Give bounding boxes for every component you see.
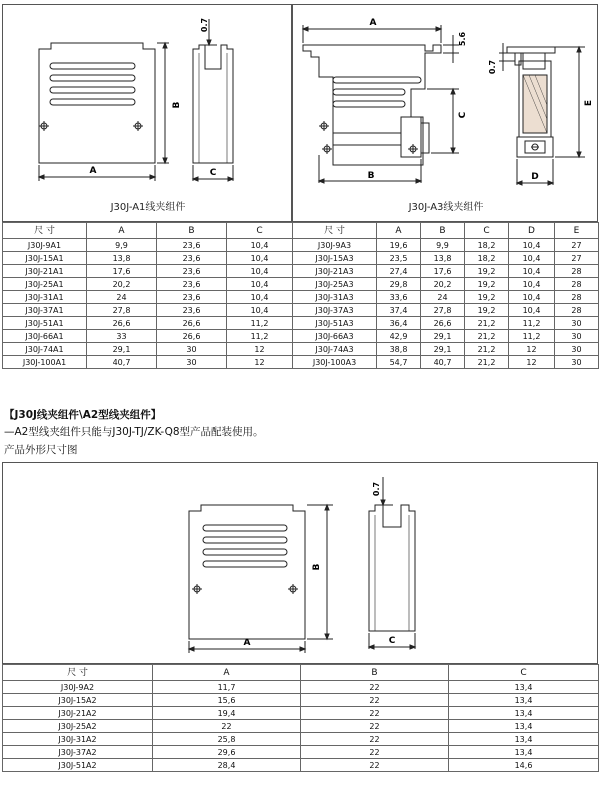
cell-b: 17,6 [421,265,465,278]
cell-c: 13,4 [449,733,599,746]
a1-dim-c: C [209,168,217,178]
a2-subtitle: 产品外形尺寸图 [4,444,78,456]
cell-c: 10,4 [227,252,293,265]
table-row [293,252,599,265]
table-row [293,278,599,291]
table-row [293,330,599,343]
model-cell: J30J-31A2 [3,733,153,746]
header-size: 尺 寸 [3,665,153,681]
model-cell: J30J-100A3 [293,356,377,369]
model-cell: J30J-9A1 [3,239,87,252]
cell-e: 28 [555,278,599,291]
cell-c: 13,4 [449,707,599,720]
table-row [3,759,599,772]
table-row [293,343,599,356]
cell-c: 18,2 [465,252,509,265]
model-cell: J30J-31A1 [3,291,87,304]
model-cell: J30J-100A1 [3,356,87,369]
header-c: C [227,223,293,239]
table-row [293,239,599,252]
model-cell: J30J-51A3 [293,317,377,330]
cell-b: 22 [301,681,449,694]
cell-a: 11,7 [153,681,301,694]
cell-c: 19,2 [465,291,509,304]
cell-b: 13,8 [421,252,465,265]
a3-dim-a: A [369,18,377,28]
cell-d: 11,2 [509,330,555,343]
table-header-row [293,223,599,239]
cell-e: 27 [555,239,599,252]
cell-b: 27,8 [421,304,465,317]
table-row [3,707,599,720]
cell-c: 18,2 [465,239,509,252]
a2-dim-a: A [243,638,251,648]
cell-c: 10,4 [227,239,293,252]
cell-c: 21,2 [465,317,509,330]
cell-a: 17,6 [87,265,157,278]
a1-caption: J30J-A1线夹组件 [110,202,186,213]
cell-b: 29,1 [421,343,465,356]
a3-drawing-panel [292,4,598,222]
cell-a: 29,1 [87,343,157,356]
table-row [3,356,293,369]
cell-b: 30 [157,356,227,369]
cell-e: 30 [555,330,599,343]
header-c: C [449,665,599,681]
cell-b: 22 [301,707,449,720]
table-row [3,330,293,343]
cell-b: 26,6 [157,330,227,343]
header-a: A [153,665,301,681]
cell-a: 29,6 [153,746,301,759]
table-row [3,733,599,746]
table-row [3,304,293,317]
model-cell: J30J-25A3 [293,278,377,291]
cell-b: 20,2 [421,278,465,291]
cell-a: 54,7 [377,356,421,369]
cell-e: 30 [555,343,599,356]
table-row [3,252,293,265]
a3-dim-top: 5.6 [458,31,467,47]
cell-a: 36,4 [377,317,421,330]
cell-b: 26,6 [157,317,227,330]
cell-e: 27 [555,252,599,265]
cell-a: 27,4 [377,265,421,278]
cell-b: 40,7 [421,356,465,369]
table-row [293,304,599,317]
cell-a: 23,5 [377,252,421,265]
cell-d: 12 [509,356,555,369]
header-a: A [377,223,421,239]
cell-d: 11,2 [509,317,555,330]
cell-e: 28 [555,291,599,304]
model-cell: J30J-21A3 [293,265,377,278]
cell-c: 14,6 [449,759,599,772]
table-row [3,681,599,694]
cell-e: 30 [555,356,599,369]
cell-d: 10,4 [509,291,555,304]
cell-a: 33,6 [377,291,421,304]
cell-c: 13,4 [449,694,599,707]
cell-c: 13,4 [449,746,599,759]
cell-c: 10,4 [227,304,293,317]
cell-d: 12 [509,343,555,356]
cell-a: 29,8 [377,278,421,291]
table-row [3,694,599,707]
model-cell: J30J-51A2 [3,759,153,772]
model-cell: J30J-74A3 [293,343,377,356]
header-b: B [301,665,449,681]
cell-c: 10,4 [227,278,293,291]
a2-dim-b: B [312,563,322,571]
cell-b: 9,9 [421,239,465,252]
table-row [3,239,293,252]
a2-dim-c: C [388,636,396,646]
header-size: 尺 寸 [3,223,87,239]
cell-a: 38,8 [377,343,421,356]
header-a: A [87,223,157,239]
model-cell: J30J-25A2 [3,720,153,733]
table-row [3,720,599,733]
a2-drawing [3,463,599,665]
cell-c: 19,2 [465,278,509,291]
cell-c: 13,4 [449,720,599,733]
table-header-row [3,223,293,239]
cell-b: 23,6 [157,278,227,291]
cell-b: 26,6 [421,317,465,330]
cell-a: 28,4 [153,759,301,772]
cell-c: 19,2 [465,304,509,317]
cell-a: 37,4 [377,304,421,317]
table-row [293,356,599,369]
a1-drawing [3,5,293,223]
cell-c: 10,4 [227,291,293,304]
a1-dim-a: A [89,166,97,176]
cell-d: 10,4 [509,278,555,291]
cell-d: 10,4 [509,265,555,278]
model-cell: J30J-74A1 [3,343,87,356]
cell-c: 11,2 [227,317,293,330]
model-cell: J30J-37A2 [3,746,153,759]
cell-a: 26,6 [87,317,157,330]
cell-a: 19,4 [153,707,301,720]
cell-d: 10,4 [509,239,555,252]
a3-dim-c: C [458,111,468,119]
table-row [3,265,293,278]
cell-a: 40,7 [87,356,157,369]
cell-c: 12 [227,343,293,356]
model-cell: J30J-15A3 [293,252,377,265]
cell-c: 21,2 [465,356,509,369]
cell-a: 25,8 [153,733,301,746]
table-row [3,317,293,330]
cell-a: 33 [87,330,157,343]
a1-drawing-panel [2,4,292,222]
a2-dim-gap: 0.7 [372,481,381,497]
a3-spec-table [292,222,599,369]
cell-b: 23,6 [157,291,227,304]
model-cell: J30J-66A3 [293,330,377,343]
cell-a: 13,8 [87,252,157,265]
model-cell: J30J-15A2 [3,694,153,707]
cell-b: 23,6 [157,304,227,317]
header-b: B [157,223,227,239]
a3-drawing [293,5,599,223]
table-row [3,291,293,304]
a1-dim-gap: 0.7 [200,17,209,33]
table-row [293,317,599,330]
a3-dim-b: B [367,171,375,181]
cell-b: 30 [157,343,227,356]
cell-e: 28 [555,304,599,317]
cell-b: 22 [301,759,449,772]
cell-b: 22 [301,720,449,733]
cell-d: 10,4 [509,252,555,265]
cell-c: 19,2 [465,265,509,278]
a3-dim-gap: 0.7 [488,59,497,75]
cell-b: 29,1 [421,330,465,343]
table-row [3,278,293,291]
model-cell: J30J-15A1 [3,252,87,265]
model-cell: J30J-25A1 [3,278,87,291]
cell-a: 9,9 [87,239,157,252]
header-size: 尺 寸 [293,223,377,239]
model-cell: J30J-9A2 [3,681,153,694]
cell-b: 22 [301,694,449,707]
cell-a: 15,6 [153,694,301,707]
header-d: D [509,223,555,239]
a1-dim-b: B [172,101,182,109]
cell-c: 21,2 [465,343,509,356]
a2-spec-table [2,664,599,772]
a3-dim-d: D [531,172,539,182]
a1-spec-table [2,222,293,369]
table-row [293,265,599,278]
model-cell: J30J-37A3 [293,304,377,317]
cell-b: 24 [421,291,465,304]
model-cell: J30J-21A1 [3,265,87,278]
cell-b: 22 [301,733,449,746]
header-b: B [421,223,465,239]
table-header-row [3,665,599,681]
table-row [3,746,599,759]
model-cell: J30J-21A2 [3,707,153,720]
a2-note: —A2型线夹组件只能与J30J-TJ/ZK-Q8型产品配装使用。 [4,426,264,438]
cell-a: 24 [87,291,157,304]
model-cell: J30J-66A1 [3,330,87,343]
header-c: C [465,223,509,239]
cell-a: 20,2 [87,278,157,291]
a3-caption: J30J-A3线夹组件 [408,202,484,213]
cell-a: 19,6 [377,239,421,252]
cell-a: 22 [153,720,301,733]
cell-e: 30 [555,317,599,330]
table-row [293,291,599,304]
cell-e: 28 [555,265,599,278]
cell-c: 10,4 [227,265,293,278]
a3-dim-e: E [584,99,594,107]
cell-d: 10,4 [509,304,555,317]
header-e: E [555,223,599,239]
cell-b: 23,6 [157,252,227,265]
cell-b: 23,6 [157,265,227,278]
model-cell: J30J-31A3 [293,291,377,304]
a2-drawing-panel [2,462,598,664]
cell-a: 42,9 [377,330,421,343]
cell-a: 27,8 [87,304,157,317]
cell-c: 13,4 [449,681,599,694]
cell-b: 23,6 [157,239,227,252]
model-cell: J30J-37A1 [3,304,87,317]
table-row [3,343,293,356]
cell-c: 12 [227,356,293,369]
model-cell: J30J-9A3 [293,239,377,252]
a2-section-title: 【J30J线夹组件\A2型线夹组件】 [4,409,162,421]
cell-c: 11,2 [227,330,293,343]
cell-b: 22 [301,746,449,759]
cell-c: 21,2 [465,330,509,343]
model-cell: J30J-51A1 [3,317,87,330]
